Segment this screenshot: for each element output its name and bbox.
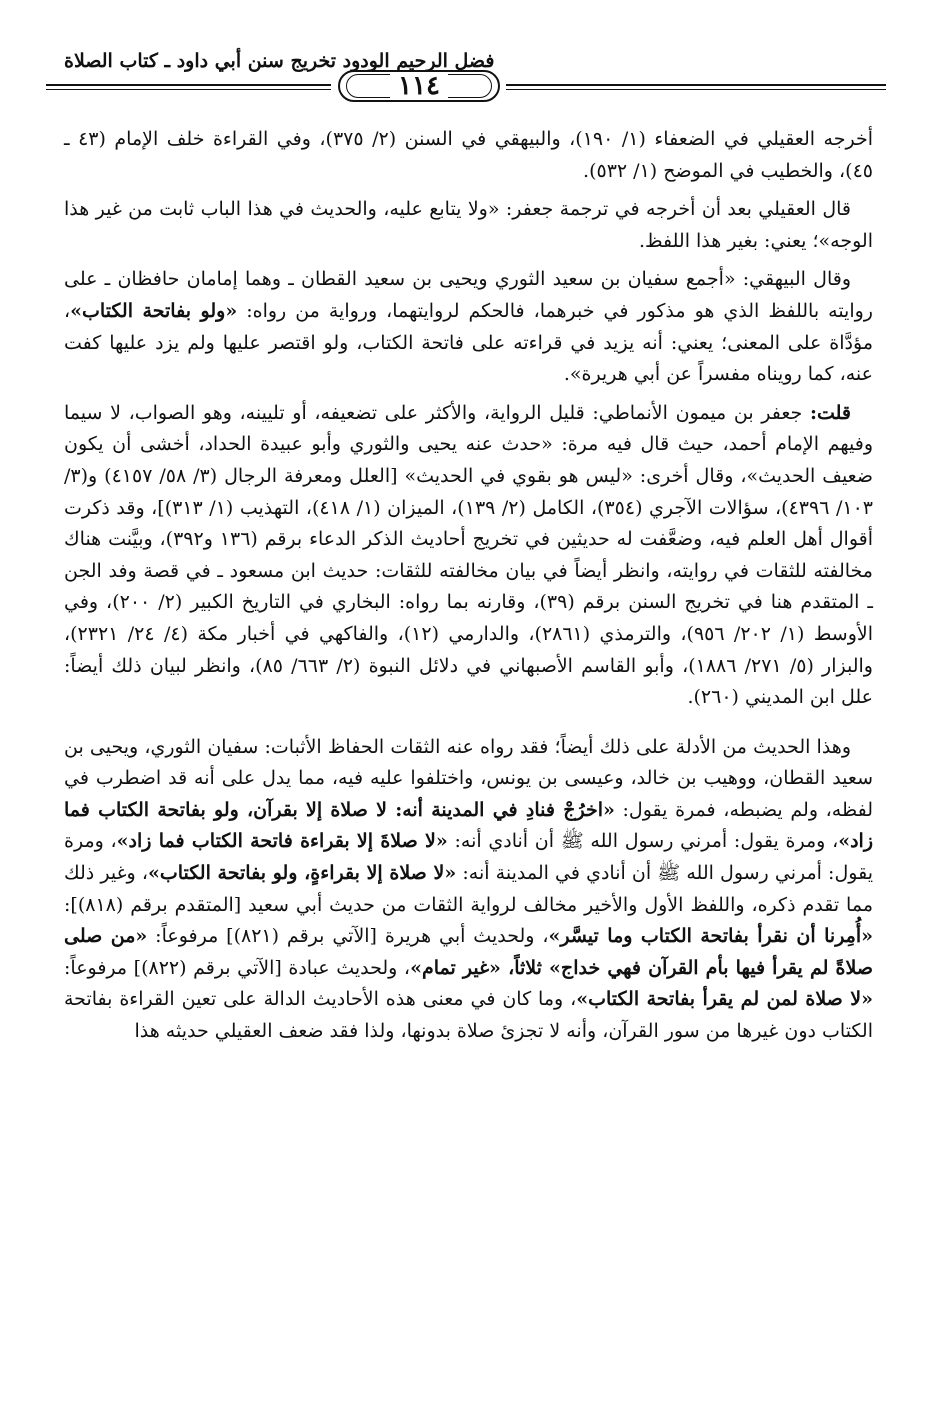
bold-quote-text: «لا صلاة إلا بقراءةٍ، ولو بفاتحة الكتاب» <box>148 862 457 885</box>
text-run: ، ولحديث عبادة [الآتي برقم (٨٢٢)] مرفوعاً: <box>64 956 411 979</box>
bold-quote-text: «أُمِرنا أن نقرأ بفاتحة الكتاب وما تيسَّر» <box>548 925 874 948</box>
bold-quote-text: «اخرُجْ فنادِ في المدينة أنه: لا صلاة إلا بقرآن، ولو بفاتحة الكتاب فما زاد» <box>64 798 873 853</box>
running-title: فضل الرحيم الودود تخريج سنن أبي داود ـ كتاب الصلاة <box>64 50 495 72</box>
paragraph <box>64 124 873 187</box>
header-rule <box>46 89 331 90</box>
body-text <box>64 124 873 1055</box>
paragraph <box>64 194 873 257</box>
text-run: وقال البيهقي: «أجمع سفيان بن سعيد الثوري ويحيى بن سعيد القطان ـ وهما إمامان حافظان ـ على روايته باللفظ الذي هو مذكور في خبرهما، فالحكم لروايتهما، ورواية من رواه: <box>64 268 873 322</box>
bold-quote-text: «ولو بفاتحة الكتاب» <box>70 299 238 322</box>
text-run: ، ولحديث أبي هريرة [الآتي برقم (٨٢١)] مرفوعاً: <box>147 925 549 948</box>
text-run: قال العقيلي بعد أن أخرجه في ترجمة جعفر: «ولا يتابع عليه، والحديث في هذا الباب ثابت من غير هذا الوجه»؛ يعني: بغير هذا اللفظ. <box>64 198 873 252</box>
paragraph <box>64 398 873 714</box>
text-run: وهذا الحديث من الأدلة على ذلك أيضاً؛ فقد رواه عنه الثقات الحفاظ الأثبات: سفيان الثوري، ويحيى بن سعيد القطان، ووهيب بن خالد، وعيسى بن يونس، واختلفوا عليه فيه، مما يدل على أنه قد اضطرب في لفظه، ولم يضبطه، فمرة يقول: <box>64 735 873 821</box>
text-run: أخرجه العقيلي في الضعفاء (١/ ١٩٠)، والبيهقي في السنن (٢/ ٣٧٥)، وفي القراءة خلف الإمام (٤٣ ـ ٤٥)، والخطيب في الموضح (١/ ٥٣٢). <box>64 128 873 182</box>
bold-quote-text: «من صلى صلاةً لم يقرأ فيها بأم القرآن فهي خداج» ثلاثاً، «غير تمام» <box>64 925 873 979</box>
bold-quote-text: قلت: <box>809 401 851 424</box>
header-rule <box>506 89 886 90</box>
text-run: ، ومرة يقول: أمرني رسول الله ﷺ أن أنادي في المدينة أنه: <box>64 830 873 885</box>
text-run: جعفر بن ميمون الأنماطي: قليل الرواية، والأكثر على تضعيفه، أو تليينه، وهو الصواب، لا سيما وفيهم الإمام أحمد، حيث قال فيه مرة: «حدث عنه يحيى والثوري وأبو عبيدة الحداد، أخشى أن يكون ضعيف الحديث»، وقال أخرى: «ليس هو بقوي في الحديث» [العلل ومعرفة الرجال (٣/ ٥٨/ ٤١٥٧) و(٣/ ١٠٣/ ٤٣٩٦)، سؤالات الآجري (٣٥٤)، الكامل (٢/ ١٣٩)، الميزان (١/ ٤١٨)، التهذيب (١/ ٣١٣)]، وقد ذكرت أقوال أهل العلم فيه، وضعَّفت له حديثين في تخريج أحاديث الذكر الدعاء برقم (١٣٦ و٣٩٢)، وبيَّنت هناك مخالفته للثقات في روايته، وانظر أيضاً في بيان مخالفته للثقات: حديث ابن مسعود ـ في قصة وفد الجن ـ المتقدم هنا في تخريج السنن برقم (٣٩)، وقارنه بما رواه: البخاري في التاريخ الكبير (٢/ ٢٠٠)، وفي الأوسط (١/ ٢٠٢/ ٩٥٦)، والترمذي (٢٨٦١)، والدارمي (١٢)، والفاكهي في أخبار مكة (٤/ ٢٤/ ٢٣٢١)، والبزار (٥/ ٢٧١/ ١٨٨٦)، وأبو القاسم الأصبهاني في دلائل النبوة (٢/ ٦٦٣/ ٨٥)، وانظر لبيان ذلك أيضاً: علل ابن المديني (٢٦٠). <box>64 401 874 709</box>
page-number: ١١٤ <box>390 73 448 99</box>
text-run: ، وما كان في معنى هذه الأحاديث الدالة على تعين القراءة بفاتحة الكتاب دون غيرها من سور القرآن، وأنه لا تجزئ صلاة بدونها، ولذا فقد ضعف العقيلي حديثه هذا <box>64 988 873 1043</box>
text-run: ، مؤدَّاة على المعنى؛ يعني: أنه يزيد في قراءته على فاتحة الكتاب، ولو اقتصر عليها ولم يزد عليها كفت عنه، كما رويناه مفسراً عن أبي هريرة». <box>64 299 873 386</box>
bold-quote-text: «لا صلاة لمن لم يقرأ بفاتحة الكتاب» <box>576 988 873 1011</box>
text-run: ، وغير ذلك مما تقدم ذكره، واللفظ الأول والأخير مخالف لرواية الثقات من حديث أبي سعيد [المتقدم برقم (٨١٨)]: <box>64 862 873 916</box>
header-rule <box>506 84 886 86</box>
header-rule <box>46 84 331 86</box>
paragraph <box>64 732 873 1048</box>
bold-quote-text: «لا صلاةَ إلا بقراءة فاتحة الكتاب فما زاد» <box>116 830 448 853</box>
page-number-ornament <box>338 66 500 106</box>
text-run: ، ومرة يقول: أمرني رسول الله ﷺ أن أنادي أنه: <box>447 830 839 853</box>
paragraph <box>64 264 873 390</box>
